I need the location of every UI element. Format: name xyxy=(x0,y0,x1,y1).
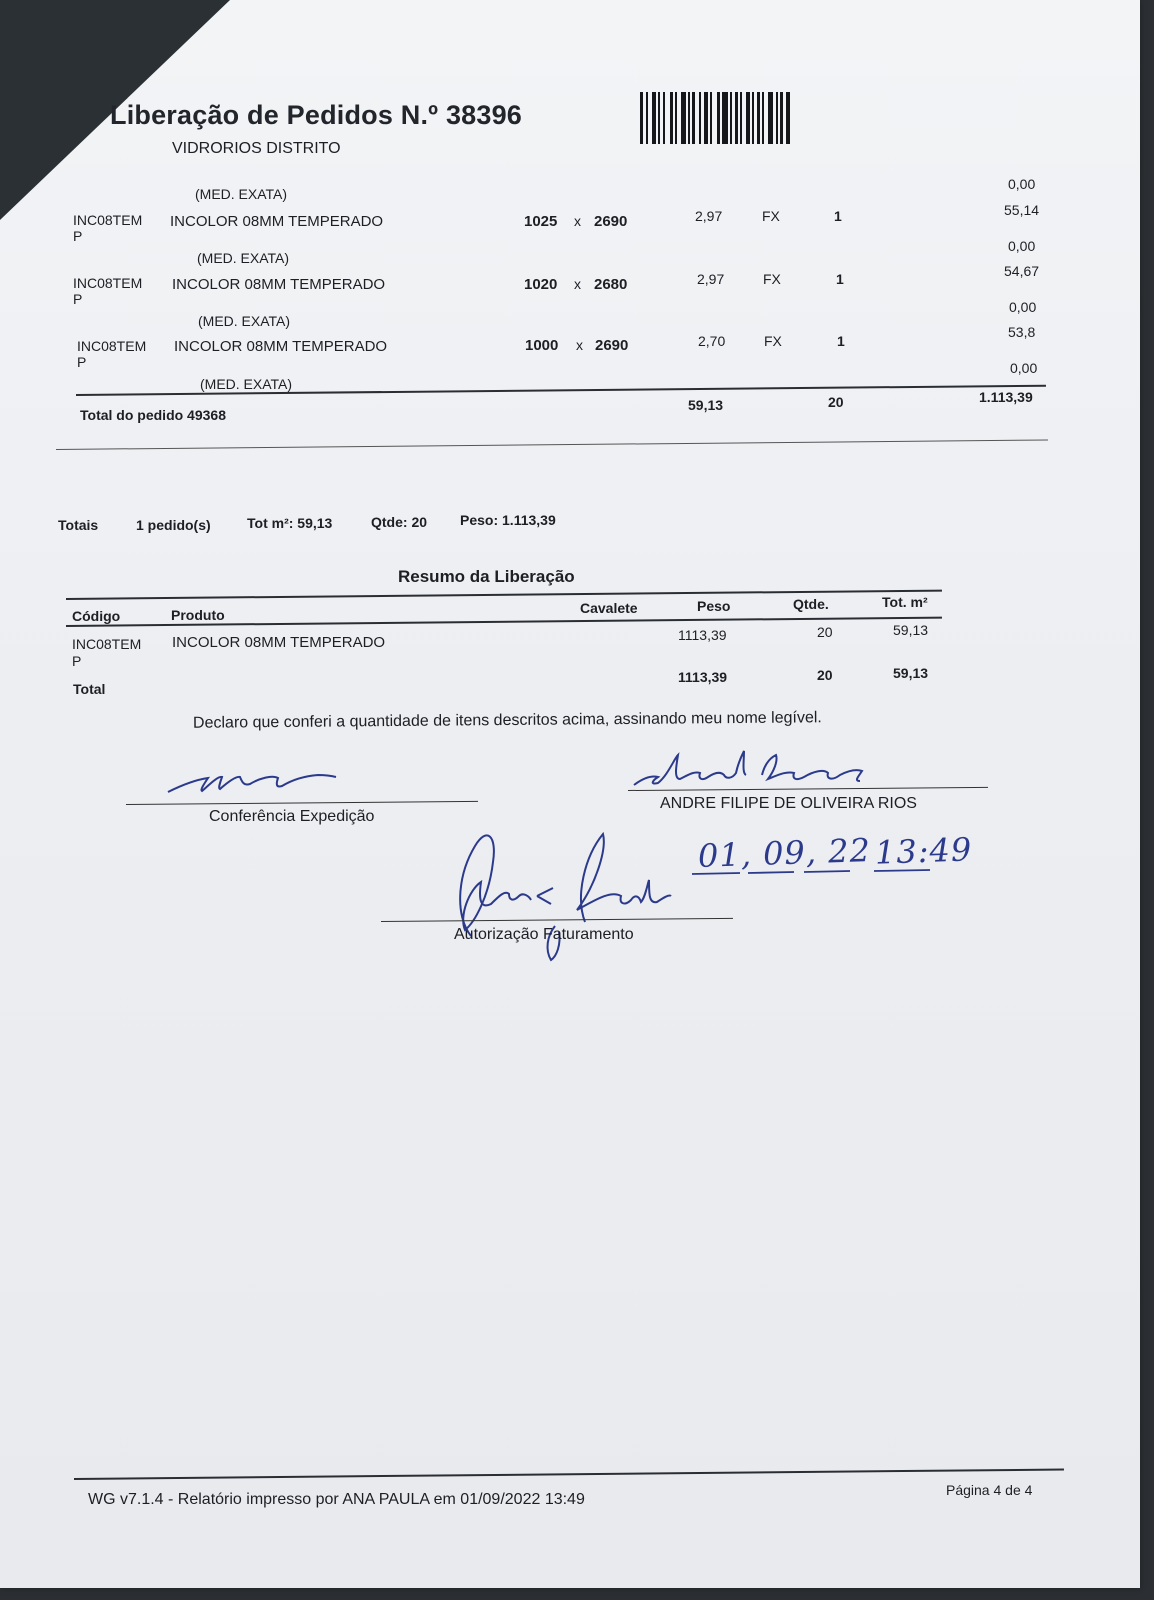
order-total-label: Total do pedido 49368 xyxy=(80,407,226,423)
item-code: INC08TEM xyxy=(73,275,143,291)
totals-weight: Peso: 1.113,39 xyxy=(460,512,556,528)
item-pre-value: 0,00 xyxy=(1008,238,1036,254)
summary-area: 59,13 xyxy=(893,622,929,638)
item-code-tail: P xyxy=(73,228,83,244)
item-code: INC08TEM xyxy=(73,212,143,228)
item-product: INCOLOR 08MM TEMPERADO xyxy=(170,213,384,230)
footer-rule xyxy=(74,1468,1064,1480)
col-rack: Cavalete xyxy=(580,600,638,616)
summary-code-tail: P xyxy=(72,653,82,669)
summary-total-label: Total xyxy=(73,681,106,697)
item-qty: 1 xyxy=(837,333,845,349)
order-total-area: 59,13 xyxy=(688,397,724,413)
declaration-text: Declaro que conferi a quantidade de itens descritos acima, assinando meu nome legível. xyxy=(192,709,822,732)
signature-expedicao xyxy=(160,760,340,800)
item-weight: 53,8 xyxy=(1008,324,1036,340)
section-rule xyxy=(56,439,1048,450)
summary-title: Resumo da Liberação xyxy=(398,567,575,586)
signature-name-right: ANDRE FILIPE DE OLIVEIRA RIOS xyxy=(660,795,917,812)
item-dim-separator: x xyxy=(574,276,581,292)
handwritten-date: 01, 09, 22 xyxy=(697,830,872,876)
item-code-tail: P xyxy=(77,354,87,370)
item-note: (MED. EXATA) xyxy=(195,186,288,202)
summary-qty: 20 xyxy=(817,624,833,640)
item-height: 2690 xyxy=(594,213,628,230)
handwritten-time: 13:49 xyxy=(874,830,973,872)
item-weight: 54,67 xyxy=(1004,263,1040,279)
item-qty: 1 xyxy=(836,271,844,287)
item-note: (MED. EXATA) xyxy=(200,376,293,392)
item-width: 1000 xyxy=(525,337,559,354)
summary-total-area: 59,13 xyxy=(893,665,929,681)
item-dim-separator: x xyxy=(574,213,581,229)
document-title: Liberação de Pedidos N.º 38396 xyxy=(110,100,523,130)
footer-page-number: Página 4 de 4 xyxy=(946,1482,1033,1498)
item-pre-value: 0,00 xyxy=(1010,360,1038,376)
item-qty: 1 xyxy=(834,208,842,224)
item-unit: FX xyxy=(762,208,780,224)
item-unit: FX xyxy=(764,333,782,349)
signature-line-left xyxy=(126,801,478,805)
col-qty: Qtde. xyxy=(793,596,829,612)
signature-label-bottom: Autorização Faturamento xyxy=(454,926,634,943)
order-total-qty: 20 xyxy=(828,394,844,410)
totals-area: Tot m²: 59,13 xyxy=(247,515,333,531)
item-area: 2,97 xyxy=(695,208,723,224)
item-area: 2,70 xyxy=(698,333,726,349)
totals-label: Totais xyxy=(58,517,99,533)
order-total-weight: 1.113,39 xyxy=(979,389,1033,405)
item-note: (MED. EXATA) xyxy=(197,250,290,266)
footer-printed-by: WG v7.1.4 - Relatório impresso por ANA PAULA em 01/09/2022 13:49 xyxy=(88,1491,585,1508)
col-area: Tot. m² xyxy=(882,594,928,610)
col-product: Produto xyxy=(171,607,225,623)
col-code: Código xyxy=(72,608,121,624)
summary-code: INC08TEM xyxy=(72,636,142,652)
item-area: 2,97 xyxy=(697,271,725,287)
handwritten-underlines xyxy=(690,866,940,880)
item-code: INC08TEM xyxy=(77,338,147,354)
signature-autorizacao xyxy=(435,826,675,966)
item-note: (MED. EXATA) xyxy=(198,313,291,329)
signature-label-left: Conferência Expedição xyxy=(209,808,375,825)
company-name: VIDRORIOS DISTRITO xyxy=(172,140,341,157)
barcode xyxy=(640,92,816,144)
item-height: 2680 xyxy=(594,276,628,293)
summary-weight: 1113,39 xyxy=(678,627,727,643)
item-width: 1020 xyxy=(524,276,558,293)
summary-product: INCOLOR 08MM TEMPERADO xyxy=(172,634,386,651)
item-width: 1025 xyxy=(524,213,558,230)
item-product: INCOLOR 08MM TEMPERADO xyxy=(172,276,386,293)
item-code-tail: P xyxy=(73,291,83,307)
totals-qty: Qtde: 20 xyxy=(371,514,428,530)
item-weight: 55,14 xyxy=(1004,202,1040,218)
item-height: 2690 xyxy=(595,337,629,354)
item-pre-value: 0,00 xyxy=(1009,299,1037,315)
item-unit: FX xyxy=(763,271,781,287)
summary-total-weight: 1113,39 xyxy=(678,669,728,685)
totals-orders: 1 pedido(s) xyxy=(136,517,211,533)
summary-total-qty: 20 xyxy=(817,667,833,683)
item-product: INCOLOR 08MM TEMPERADO xyxy=(174,338,388,355)
item-pre-value: 0,00 xyxy=(1008,176,1036,192)
col-weight: Peso xyxy=(697,598,731,614)
item-dim-separator: x xyxy=(576,337,583,353)
